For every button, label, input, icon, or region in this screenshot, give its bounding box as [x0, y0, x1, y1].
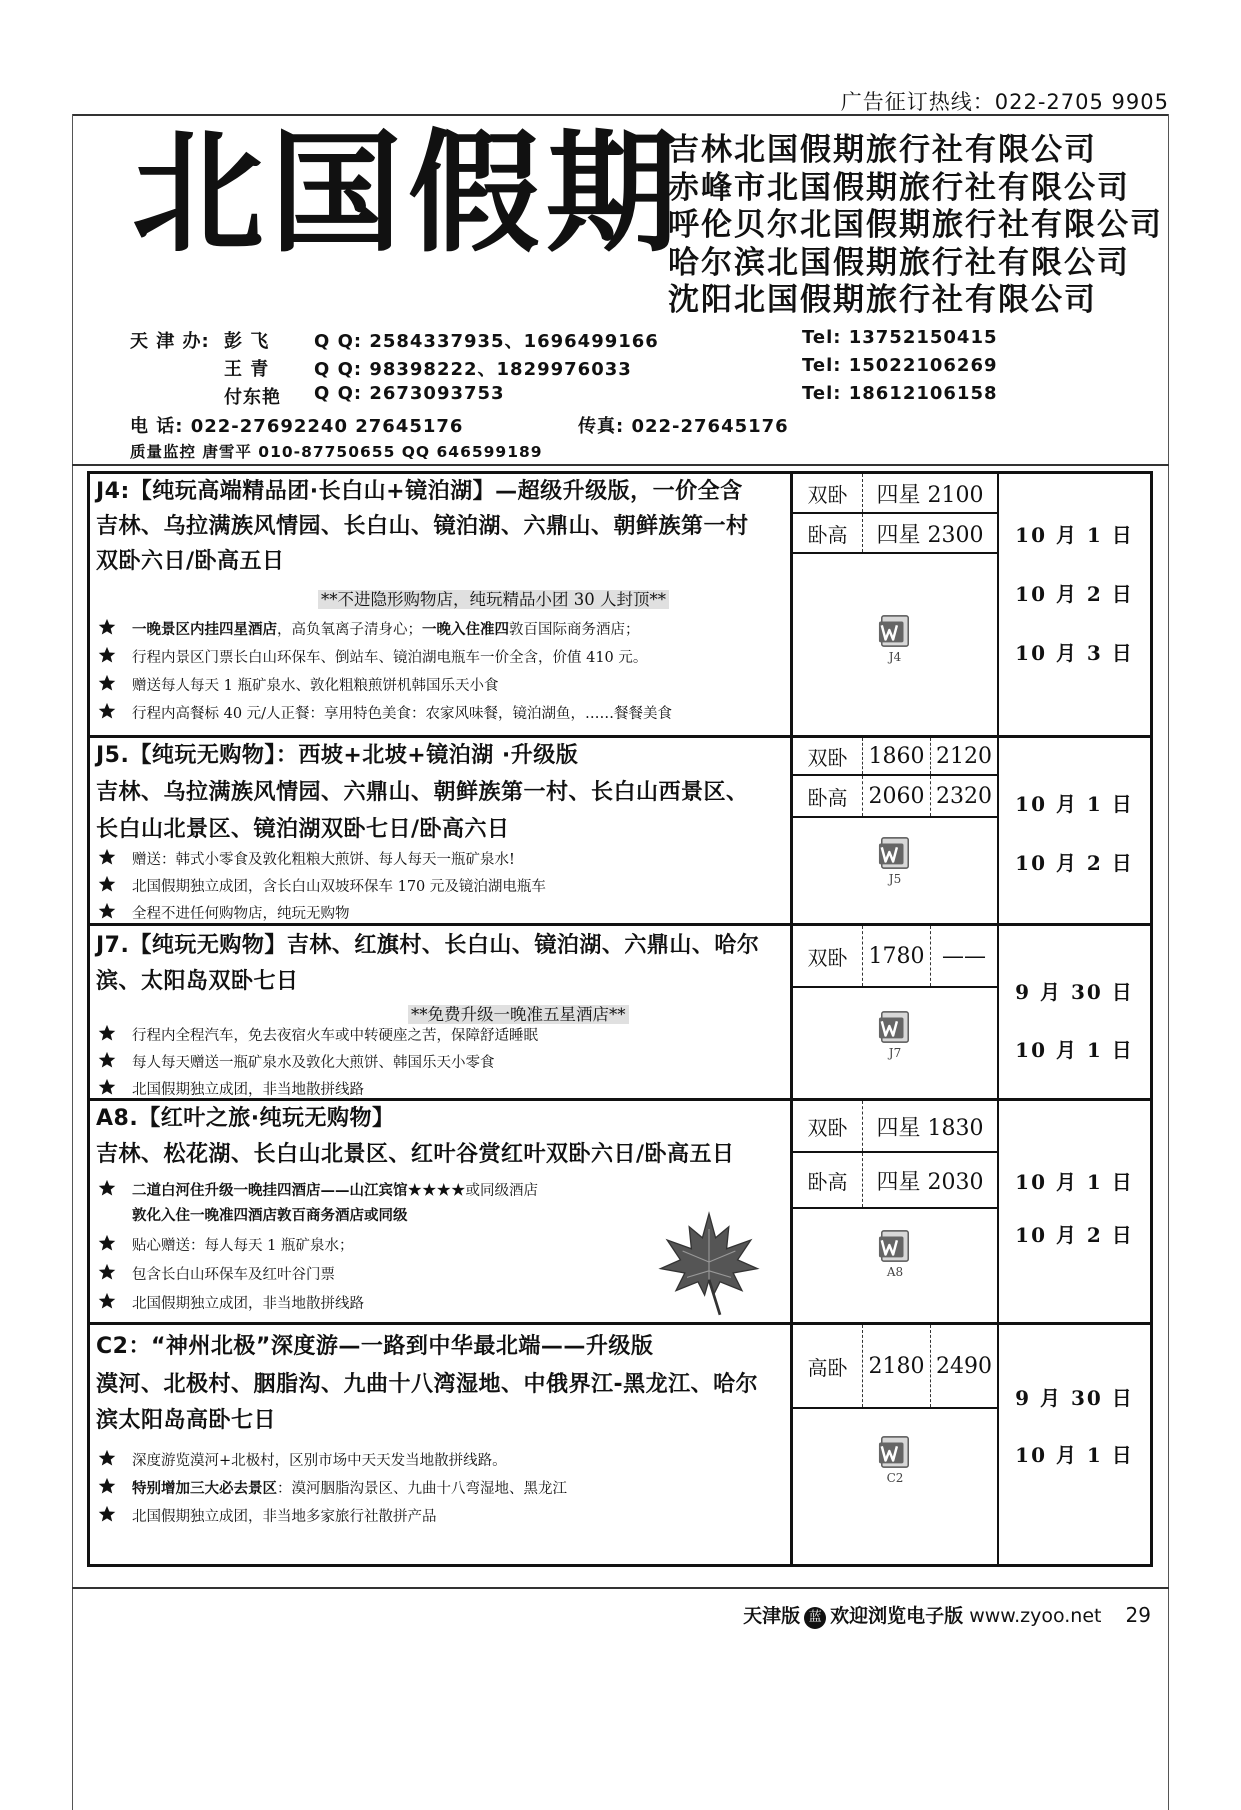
star-bullet-icon [98, 646, 116, 664]
company-name: 呼伦贝尔北国假期旅行社有限公司 [668, 207, 1163, 243]
price-value: 2490 [936, 1353, 992, 1379]
tour-row-a8 [90, 1101, 1150, 1325]
tour-title: J7.【纯玩无购物】吉林、红旗村、长白山、镜泊湖、六鼎山、哈尔 [96, 933, 760, 958]
tour-route: 吉林、乌拉满族风情园、长白山、镜泊湖、六鼎山、朝鲜族第一村 [96, 514, 749, 539]
word-doc-attachment[interactable] [793, 836, 997, 886]
star-bullet-icon [98, 1263, 116, 1281]
star-bullet-icon [98, 875, 116, 893]
star-bullet-icon [98, 702, 116, 720]
tour-title: J4:【纯玩高端精品团·长白山+镜泊湖】—超级升级版，一价全含 [96, 479, 743, 504]
brand-logo-text: 北国假期 [132, 117, 684, 271]
feature-item [98, 616, 640, 644]
quality-supervision: 质量监控 唐雪平 010-87750655 QQ 646599189 [130, 443, 543, 461]
star-bullet-icon [98, 618, 116, 636]
berth-type: 高卧 [793, 1325, 863, 1407]
feature-text: 行程内高餐标 40 元/人正餐：享用特色美食：农家风味餐，镜泊湖鱼，……餐餐美食 [132, 706, 673, 722]
tour-content [90, 738, 790, 923]
feature-text: 北国假期独立成团，非当地散拼线路 [132, 1296, 364, 1312]
berth-type: 卧高 [793, 514, 863, 552]
berth-type: 双卧 [793, 738, 863, 774]
star-bullet-icon [98, 1051, 116, 1069]
price-row [793, 1153, 997, 1209]
departure-date: 10 月 1 日 [1015, 1038, 1134, 1062]
tour-title: J5.【纯玩无购物】：西坡+北坡+镜泊湖 ·升级版 [96, 743, 579, 768]
tour-content [90, 1325, 790, 1564]
office-phone: 电 话: 022-27692240 27645176 [130, 416, 464, 437]
price-row [793, 514, 997, 554]
departure-dates [997, 474, 1150, 735]
price-value: 2180 [863, 1325, 931, 1407]
berth-type: 双卧 [793, 926, 863, 986]
feature-item [98, 1290, 364, 1318]
word-doc-attachment[interactable] [793, 1010, 997, 1060]
frame-right [1168, 114, 1169, 1810]
company-name: 吉林北国假期旅行社有限公司 [668, 132, 1097, 168]
feature-item [98, 873, 546, 901]
star-bullet-icon [98, 1477, 116, 1495]
doc-caption: C2 [886, 1471, 904, 1485]
tour-note [318, 586, 669, 610]
word-doc-icon [878, 614, 912, 648]
feature-item [98, 1022, 538, 1050]
page-number: 29 [1125, 1603, 1151, 1627]
feature-item [98, 846, 515, 874]
feature-item [98, 900, 350, 923]
feature-item [98, 1049, 495, 1077]
price-value: 四星 1830 [876, 1115, 984, 1141]
price-row [793, 738, 997, 776]
top-rule [72, 114, 1169, 116]
office-fax: 传真: 022-27645176 [578, 416, 789, 437]
price-column [790, 1325, 997, 1564]
tour-route: 滨太阳岛高卧七日 [96, 1408, 277, 1433]
berth-type: 双卧 [793, 1101, 863, 1151]
company-list [668, 132, 1163, 320]
contact-name: 彭 飞 [224, 331, 270, 352]
page-footer [743, 1601, 1151, 1629]
price-column [790, 474, 997, 735]
feature-item [98, 1232, 353, 1260]
contact-tel: Tel: 18612106158 [802, 383, 998, 404]
header-rule [72, 464, 1169, 466]
berth-type: 卧高 [793, 1153, 863, 1207]
departure-date: 9 月 30 日 [1015, 980, 1134, 1004]
tour-route: 吉林、乌拉满族风情园、六鼎山、朝鲜族第一村、长白山西景区、 [96, 780, 749, 805]
feature-item [98, 644, 647, 672]
berth-type: 双卧 [793, 474, 863, 512]
departure-date: 9 月 30 日 [1015, 1386, 1134, 1410]
departure-dates [997, 1101, 1150, 1322]
star-bullet-icon [98, 902, 116, 920]
price-value: 四星 2100 [876, 482, 984, 508]
price-row [793, 776, 997, 818]
feature-item [98, 1447, 507, 1475]
price-value: —— [942, 943, 986, 969]
tour-route: 漠河、北极村、胭脂沟、九曲十八湾湿地、中俄界江-黑龙江、哈尔 [96, 1372, 759, 1397]
price-value: 2120 [936, 743, 992, 769]
departure-dates [997, 1325, 1150, 1564]
star-bullet-icon [98, 1292, 116, 1310]
feature-text: 赠送每人每天 1 瓶矿泉水、敦化粗粮煎饼机韩国乐天小食 [132, 678, 499, 694]
tour-route: 滨、太阳岛双卧七日 [96, 969, 299, 994]
feature-text: 包含长白山环保车及红叶谷门票 [132, 1267, 335, 1283]
feature-item [98, 700, 672, 728]
tour-content [90, 474, 790, 735]
price-row [793, 1325, 997, 1409]
office-label: 天 津 办: [130, 331, 210, 352]
feature-text: 北国假期独立成团，非当地多家旅行社散拼产品 [132, 1509, 437, 1525]
feature-bold: 特别增加三大必去景区 [132, 1480, 277, 1497]
contact-qq: Q Q: 2673093753 [314, 383, 505, 404]
ad-hotline: 广告征订热线：022-2705 9905 [840, 90, 1169, 114]
departure-date: 10 月 2 日 [1015, 851, 1134, 875]
tour-title: C2：“神州北极”深度游—一路到中华最北端——升级版 [96, 1334, 654, 1359]
departure-date: 10 月 1 日 [1015, 792, 1134, 816]
word-doc-icon [878, 836, 912, 870]
welcome-text: 欢迎浏览电子版 [830, 1605, 964, 1627]
edition-label: 天津版 [743, 1605, 801, 1627]
word-doc-attachment[interactable] [793, 614, 997, 664]
feature-item [98, 1503, 437, 1531]
price-value: 1860 [863, 738, 931, 774]
word-doc-icon [878, 1435, 912, 1469]
feature-item [132, 1202, 408, 1230]
feature-text: 深度游览漠河+北极村，区别市场中天天发当地散拼线路。 [132, 1453, 507, 1469]
price-row [793, 926, 997, 988]
price-value: 1780 [863, 926, 931, 986]
feature-text: ：漠河胭脂沟景区、九曲十八弯湿地、黑龙江 [277, 1481, 567, 1497]
departure-date: 10 月 1 日 [1015, 523, 1134, 547]
price-value: 四星 2030 [876, 1169, 984, 1195]
word-doc-attachment[interactable] [793, 1435, 997, 1485]
company-name: 赤峰市北国假期旅行社有限公司 [668, 169, 1130, 206]
feature-text: ，高负氧离子清身心； [277, 622, 422, 638]
price-column [790, 1101, 997, 1322]
edition-badge: 蓝 [804, 1607, 826, 1629]
departure-dates [997, 926, 1150, 1098]
star-bullet-icon [98, 1078, 116, 1096]
word-doc-attachment[interactable] [793, 1229, 997, 1279]
tour-row-c2 [90, 1325, 1150, 1564]
departure-date: 10 月 2 日 [1015, 1223, 1134, 1247]
word-doc-icon [878, 1229, 912, 1263]
feature-item [98, 672, 498, 700]
feature-bold: 一晚入住准四 [422, 621, 509, 638]
feature-item [98, 1475, 567, 1503]
tour-title: A8.【红叶之旅·纯玩无购物】 [96, 1106, 395, 1131]
doc-caption: A8 [886, 1265, 904, 1279]
tour-row-j4 [90, 474, 1150, 738]
feature-text: 全程不进任何购物店，纯玩无购物 [132, 906, 350, 922]
star-bullet-icon [98, 1449, 116, 1467]
tour-row-j7 [90, 926, 1150, 1101]
star-bullet-icon [98, 674, 116, 692]
star-bullet-icon [98, 1505, 116, 1523]
star-bullet-icon [98, 1234, 116, 1252]
star-bullet-icon [98, 848, 116, 866]
word-doc-icon [878, 1010, 912, 1044]
feature-item [98, 1076, 364, 1098]
feature-text: 贴心赠送：每人每天 1 瓶矿泉水； [132, 1238, 354, 1254]
price-value: 四星 2300 [876, 522, 984, 548]
feature-text: 敦百国际商务酒店； [509, 622, 640, 638]
star-bullet-icon [98, 1179, 116, 1197]
price-value: 2060 [863, 776, 931, 816]
feature-text: 行程内景区门票长白山环保车、倒站车、镜泊湖电瓶车一价全含，价值 410 元。 [132, 650, 648, 666]
price-value: 2320 [936, 783, 992, 809]
feature-item [98, 1177, 538, 1205]
departure-date: 10 月 2 日 [1015, 582, 1134, 606]
tour-row-j5 [90, 738, 1150, 926]
frame-left [72, 114, 73, 1810]
star-bullet-icon [98, 1024, 116, 1042]
note-text: **不进隐形购物店，纯玩精品小团 30 人封顶** [318, 590, 669, 609]
feature-text: 赠送：韩式小零食及敦化粗粮大煎饼、每人每天一瓶矿泉水! [132, 852, 515, 868]
site-link[interactable]: www.zyoo.net [969, 1605, 1102, 1627]
tour-route: 长白山北景区、镜泊湖双卧七日/卧高六日 [96, 817, 510, 842]
tour-route: 双卧六日/卧高五日 [96, 549, 285, 574]
berth-type: 卧高 [793, 776, 863, 816]
contact-qq: Q Q: 98398222、1829976033 [314, 359, 632, 380]
price-column [790, 738, 997, 923]
doc-caption: J5 [888, 872, 902, 886]
departure-dates [997, 738, 1150, 923]
contact-name: 王 青 [224, 359, 270, 380]
feature-bold: 敦化入住一晚准四酒店敦百商务酒店或同级 [132, 1207, 408, 1224]
tour-route: 吉林、松花湖、长白山北景区、红叶谷赏红叶双卧六日/卧高五日 [96, 1142, 735, 1167]
bottom-rule [72, 1587, 1169, 1589]
maple-leaf-icon [654, 1207, 764, 1317]
price-row [793, 474, 997, 514]
feature-text: 行程内全程汽车，免去夜宿火车或中转硬座之苦，保障舒适睡眠 [132, 1028, 538, 1044]
doc-caption: J7 [888, 1046, 902, 1060]
price-column [790, 926, 997, 1098]
feature-text: 北国假期独立成团，非当地散拼线路 [132, 1082, 364, 1098]
tour-table [87, 471, 1153, 1567]
feature-text: ★★★★或同级酒店 [407, 1183, 538, 1199]
departure-date: 10 月 1 日 [1015, 1443, 1134, 1467]
contact-qq: Q Q: 2584337935、1696499166 [314, 331, 659, 352]
feature-bold: 一晚景区内挂四星酒店 [132, 621, 277, 638]
company-name: 哈尔滨北国假期旅行社有限公司 [668, 244, 1130, 281]
doc-caption: J4 [888, 650, 902, 664]
company-name: 沈阳北国假期旅行社有限公司 [668, 282, 1097, 318]
contact-name: 付东艳 [224, 387, 281, 408]
note-text: **免费升级一晚准五星酒店** [408, 1005, 629, 1024]
price-row [793, 1101, 997, 1153]
tour-content [90, 926, 790, 1098]
contact-tel: Tel: 13752150415 [802, 327, 998, 348]
departure-date: 10 月 3 日 [1015, 641, 1134, 665]
feature-item [98, 1261, 335, 1289]
feature-bold: 二道白河住升级一晚挂四酒店——山江宾馆 [132, 1182, 408, 1199]
contact-tel: Tel: 15022106269 [802, 355, 998, 376]
departure-date: 10 月 1 日 [1015, 1170, 1134, 1194]
feature-text: 每人每天赠送一瓶矿泉水及敦化大煎饼、韩国乐天小零食 [132, 1055, 495, 1071]
feature-text: 北国假期独立成团，含长白山双坡环保车 170 元及镜泊湖电瓶车 [132, 879, 546, 895]
